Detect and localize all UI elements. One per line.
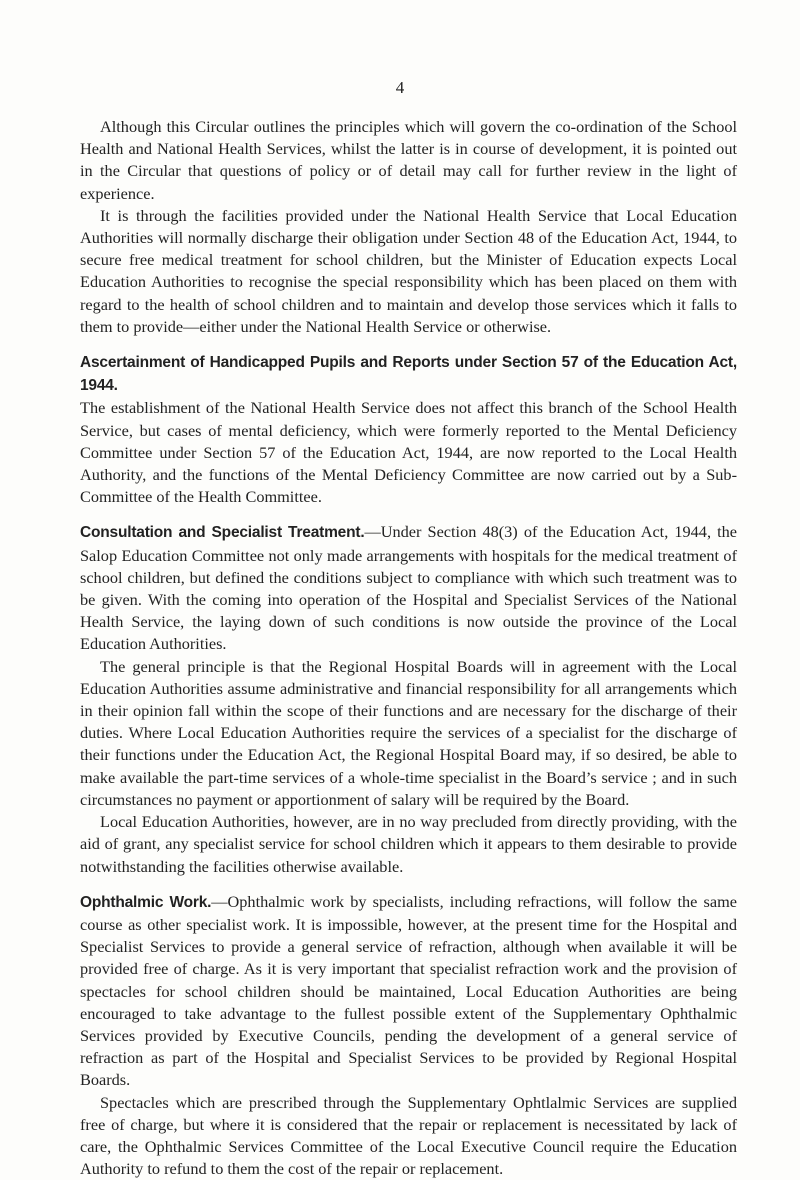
paragraph-ophthalmic xyxy=(80,891,737,1092)
document-body xyxy=(80,116,737,1180)
paragraph-text: It is through the facilities provided under the National Health Service that Local Education Authorities will normally discharge their obligation under Section 48 of the Education Act, 1944, to secure free medical treatment for school children, but the Minister of Education expects Local Education Authorities to recognise the special responsibility which has been placed on them with regard to the health of school children and to maintain and develop those services which it falls to them to provide—either under the National Health Service or otherwise. xyxy=(80,205,737,336)
paragraph-consultation xyxy=(80,521,737,655)
paragraph-general-principle xyxy=(80,656,737,811)
paragraph-text: Although this Circular outlines the principles which will govern the co-ordination of the School Health and National Health Services, whilst the latter is in course of development, it is pointed out in the Circular that questions of policy or of detail may call for further review in the light of experience. xyxy=(80,117,737,203)
paragraph-text: Local Education Authorities, however, are in no way precluded from directly providing, with the aid of grant, any specialist service for school children which it appears to them desirable to provide notwithstanding the facilities otherwise available. xyxy=(80,812,737,876)
paragraph-text: Spectacles which are prescribed through the Supplementary Ophtlalmic Services are supplied free of charge, but where it is considered that the repair or replacement is necessitated by lack of care, the Ophthalmic Services Committee of the Local Executive Council require the Education Authority to refund to them the cost of the repair or replacement. xyxy=(80,1092,737,1179)
page-number: 4 xyxy=(395,78,405,97)
paragraph-facilities xyxy=(80,205,737,338)
section-heading-ophthalmic: Ophthalmic Work. xyxy=(80,893,212,911)
paragraph-text: The establishment of the National Health Service does not affect this branch of the School Health Service, but cases of mental deficiency, which were formerly reported to the Mental Deficiency Committee under Section 57 of the Education Act, 1944, are now reported to the Local Health Authority, and the functions of the Mental Deficiency Committee are now carried out by a Sub-Committee of the Health Committee. xyxy=(80,398,737,507)
paragraph-ascertainment xyxy=(80,351,737,508)
section-heading-consultation: Consultation and Specialist Treatment. xyxy=(80,524,365,542)
paragraph-text: —Ophthalmic work by specialists, including refractions, will follow the same course as other specialist work. It is impossible, however, at the present time for the Hospital and Specialist Services to provide a general service of refraction, although when available it will be provided free of charge. As it is very important that specialist refraction work and the provision of spectacles for school children should be maintained, Local Education Authorities are being encouraged to take advantage to the fullest possible extent of the Supplementary Ophthalmic Services provided by Executive Councils, pending the development of a general service of refraction as part of the Hospital and Specialist Services to be provided by Regional Hospital Boards. xyxy=(80,891,738,1090)
paragraph-text: —Under Section 48(3) of the Education Act, 1944, the Salop Education Committee not only made arrangements with hospitals for the medical treatment of school children, but defined the conditions subject to compliance with which such treatment was to be given. With the coming into operation of the Hospital and Specialist Services of the National Health Service, the laying down of such conditions is now outside the province of the Local Education Authorities. xyxy=(80,522,738,654)
section-heading-ascertainment: Ascertainment of Handicapped Pupils and Reports under Section 57 of the Education Act, 1944. xyxy=(80,354,737,395)
paragraph-text: The general principle is that the Regional Hospital Boards will in agreement with the Local Education Authorities assume administrative and financial responsibility for all arrangements which in their opinion fall within the scope of their functions and are necessary for the discharge of their duties. Where Local Education Authorities require the services of a specialist for the discharge of their functions under the Education Act, the Regional Hospital Board may, if so desired, be able to make available the part-time services of a whole-time specialist in the Board’s service ; and in such circumstances no payment or apportionment of salary will be required by the Board. xyxy=(80,656,737,809)
paragraph-spectacles xyxy=(80,1092,737,1180)
paragraph-local-authorities xyxy=(80,811,737,878)
paragraph-circular-intro xyxy=(80,116,737,205)
